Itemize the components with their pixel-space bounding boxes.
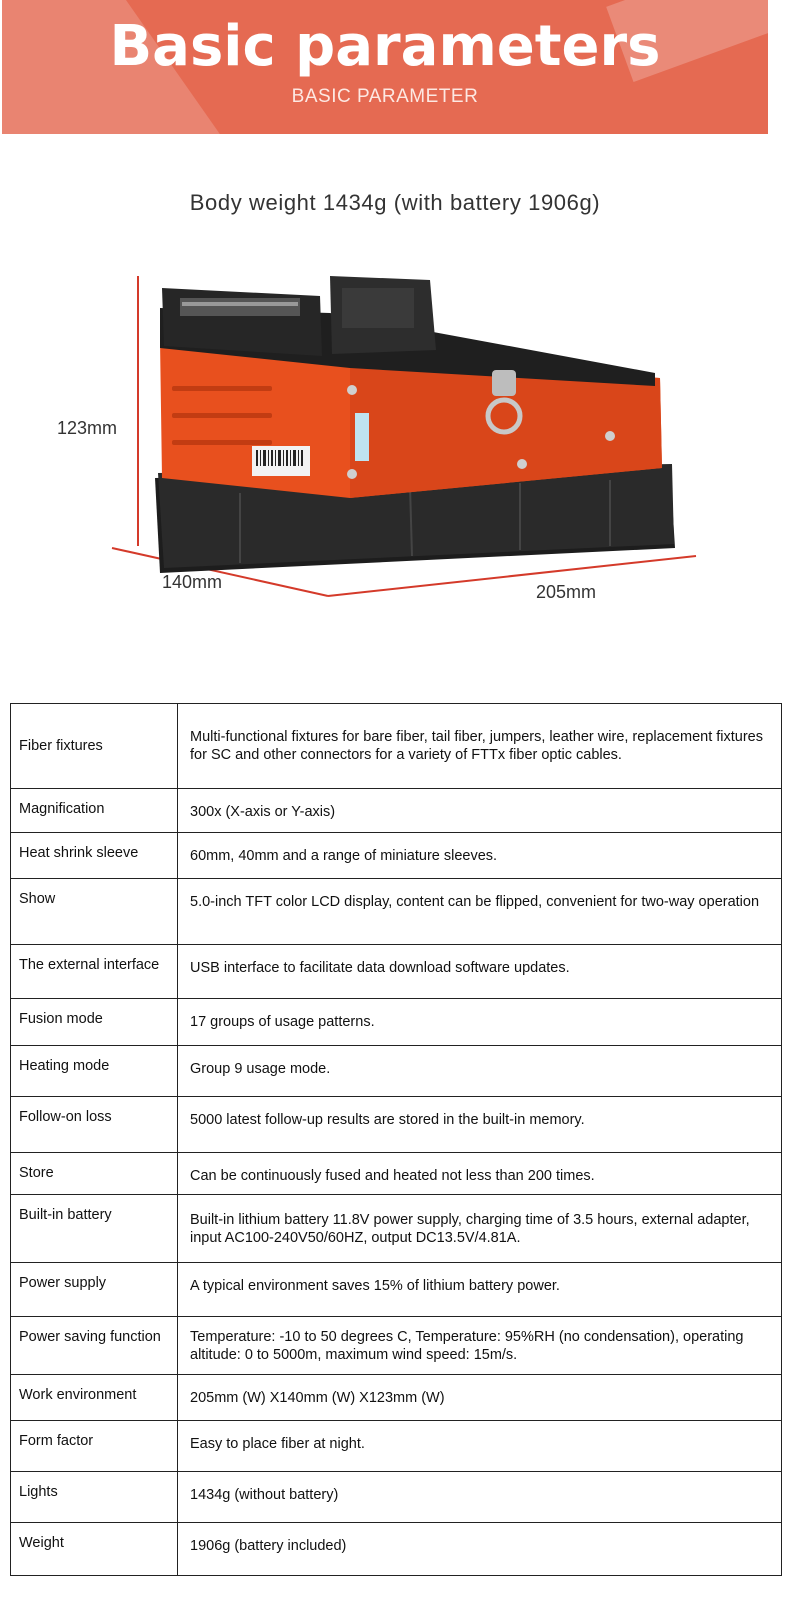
width-dimension-label: 205mm [536,582,597,602]
spec-value: Easy to place fiber at night. [178,1421,782,1472]
spec-row [11,1421,782,1472]
spec-label: Follow-on loss [11,1097,178,1153]
spec-value: 5000 latest follow-up results are stored in the built-in memory. [178,1097,782,1153]
spec-label: Work environment [11,1375,178,1421]
depth-dimension-label: 140mm [162,572,223,592]
spec-row [11,1046,782,1097]
spec-value: 1434g (without battery) [178,1472,782,1523]
spec-value: Can be continuously fused and heated not less than 200 times. [178,1153,782,1195]
spec-value: 60mm, 40mm and a range of miniature sleeves. [178,833,782,879]
spec-row [11,1317,782,1375]
spec-row [11,1195,782,1263]
spec-value: 17 groups of usage patterns. [178,999,782,1046]
spec-row [11,1153,782,1195]
spec-row [11,1523,782,1576]
spec-label: Show [11,879,178,945]
fusion-splicer-image [100,268,700,608]
spec-row [11,999,782,1046]
spec-value: 5.0-inch TFT color LCD display, content can be flipped, convenient for two-way operation [178,879,782,945]
spec-label: Heating mode [11,1046,178,1097]
page-title: Basic parameters [109,14,661,79]
spec-label: The external interface [11,945,178,999]
spec-row [11,1375,782,1421]
spec-label: Heat shrink sleeve [11,833,178,879]
spec-label: Weight [11,1523,178,1576]
spec-row [11,789,782,833]
page-subtitle: BASIC PARAMETER [291,86,479,107]
spec-label: Form factor [11,1421,178,1472]
spec-value: USB interface to facilitate data download software updates. [178,945,782,999]
spec-label: Power saving function [11,1317,178,1375]
spec-label: Fusion mode [11,999,178,1046]
weight-caption: Body weight 1434g (with battery 1906g) [189,190,601,215]
spec-value: 300x (X-axis or Y-axis) [178,789,782,833]
spec-row [11,833,782,879]
spec-value: Temperature: -10 to 50 degrees C, Temperature: 95%RH (no condensation), operating altitude: 0 to 5000m, maximum wind speed: 15m/s. [178,1317,782,1375]
specs-table [10,703,782,1576]
height-dimension-label: 123mm [57,418,118,438]
info-sticker [355,413,369,461]
spec-label: Fiber fixtures [11,704,178,789]
spec-row [11,1097,782,1153]
spec-value: Built-in lithium battery 11.8V power supply, charging time of 3.5 hours, external adapter, input AC100-240V50/60HZ, output DC13.5V/4.81A. [178,1195,782,1263]
spec-label: Magnification [11,789,178,833]
spec-value: Multi-functional fixtures for bare fiber, tail fiber, jumpers, leather wire, replacement fixtures for SC and other connectors for a variety of FTTx fiber optic cables. [178,704,782,789]
spec-label: Lights [11,1472,178,1523]
spec-row [11,1472,782,1523]
barcode-label [252,446,310,476]
spec-label: Store [11,1153,178,1195]
spec-value: 1906g (battery included) [178,1523,782,1576]
spec-value: 205mm (W) X140mm (W) X123mm (W) [178,1375,782,1421]
spec-value: A typical environment saves 15% of lithium battery power. [178,1263,782,1317]
spec-label: Built-in battery [11,1195,178,1263]
spec-row [11,945,782,999]
spec-label: Power supply [11,1263,178,1317]
spec-value: Group 9 usage mode. [178,1046,782,1097]
spec-row [11,1263,782,1317]
spec-row [11,879,782,945]
spec-row [11,704,782,789]
